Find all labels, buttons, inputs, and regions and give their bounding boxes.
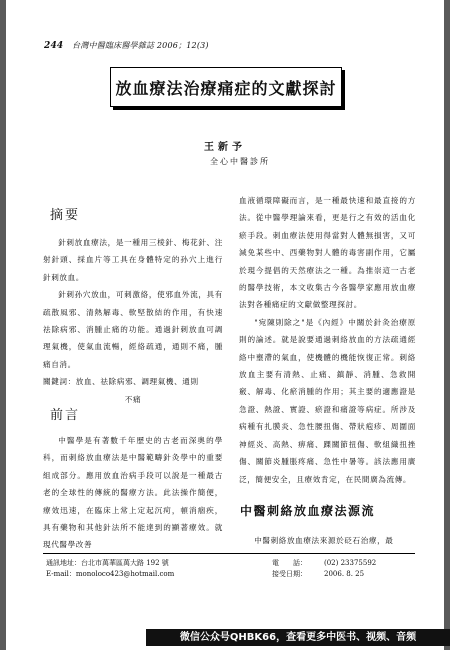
right-paragraph-1: 血液循環障礙而言，是一種最快速和最直接的方法。從中醫學理論來看，更是行之有效的活血化瘀手段。刺血療法使用得當對人體無損害，又可減免某些中、西藥物對人體的毒害副作用，它屬於現今提倡的天然療法之一種。為推崇這一古老的醫學技術，本文收集古今各醫學家應用放血療法對各種痛症的文獻做整理探討。	[239, 196, 416, 310]
keywords-line-1: 放血、祛除病邪、調理氣機、通則	[75, 377, 199, 387]
phone-number: (02) 23375592	[324, 559, 377, 567]
footer-address: 通訊地址：台北市萬華區萬大路 192 號	[46, 559, 169, 567]
document-page	[6, 0, 444, 650]
received-label: 接受日期：	[272, 570, 307, 578]
right-paragraph-2: "宛陳則除之"是《內經》中關於針灸治療原則的論述。就是說要通過刺絡放血的方法疏通經絡中壅滯的氣血，使機體的機能恢復正常。刺絡放血主要有清熱、止痛、鎮靜、消腫、急救開竅、解毒、化瘀消腫的作用；其主要的適應證是急證、熱證、實證、瘀證和痛證等病症。所涉及病種有扎膜炎、急性腰扭傷、帶狀疱疹、周圍面神經炎、高熱、痹痛、踝關節扭傷、軟組織扭挫傷、關節炎腫脹疼痛、急性中暑等。該法應用廣泛，簡便安全，且療效肯定，在民間廣為流傳。	[239, 317, 416, 484]
keywords-line-2: 不痛	[124, 394, 142, 404]
received-date: 2006. 8. 25	[324, 570, 365, 578]
author-affiliation: 全心中醫診所	[210, 157, 270, 166]
article-title: 放血療法治療痛症的文獻探討	[115, 78, 337, 98]
keywords-label: 關鍵詞：	[43, 377, 76, 387]
left-column	[43, 234, 223, 408]
intro-heading: 前言	[50, 408, 81, 423]
section-first-line: 中醫刺絡放血療法來源於砭石治療，最	[254, 536, 394, 545]
abstract-paragraph-2: 針刺孙穴放血，可刺激絡，使邪血外流，具有疏散風邪、清熱解毒、軟堅散結的作用，有快速祛除病邪、消腫止痛的功能。通過針刺放血可調理氣機，使氣血流暢，經絡疏通，通則不痛，腫痛自消。	[43, 290, 223, 369]
page-number: 244	[44, 41, 64, 51]
journal-name: 台灣中醫臨床醫學雜誌 2006；12(3)	[72, 41, 209, 50]
phone-label: 電 話：	[272, 559, 307, 567]
article-title-box	[110, 67, 342, 107]
footer-dates	[272, 558, 376, 580]
running-header	[44, 40, 209, 51]
section-heading-origins: 中醫刺絡放血療法源流	[240, 504, 376, 518]
intro-column	[43, 432, 223, 554]
abstract-paragraph-1: 針刺放血療法，是一種用三棱針、梅花針、注射針頭、採血片等工具在身體特定的孙穴上進行針刺放血。	[43, 238, 223, 282]
keywords	[43, 373, 223, 390]
abstract-heading: 摘要	[50, 208, 81, 223]
intro-paragraph: 中醫學是有著數千年歷史的古老而深奧的學科，而刺絡放血療法是中醫範疇針灸學中的重要組成部分。應用放血治病手段可以說是一種最古老的全球性的傳統的醫療方法。此法操作簡便，療效迅速，在臨床上常上定起沉疴，頓消痼疾，具有藥物和其他針法所不能達到的顯著療效。就現代醫學改善	[43, 436, 223, 550]
watermark-banner: 微信公众号QHBK66，查看更多中医书、视频、音频	[146, 629, 450, 646]
footer-email: E-mail：monoloco423@hotmail.com	[46, 570, 175, 578]
author-name: 王新予	[204, 142, 246, 153]
right-column	[239, 192, 416, 488]
footer-divider	[43, 553, 415, 554]
footer-contact	[46, 558, 174, 580]
